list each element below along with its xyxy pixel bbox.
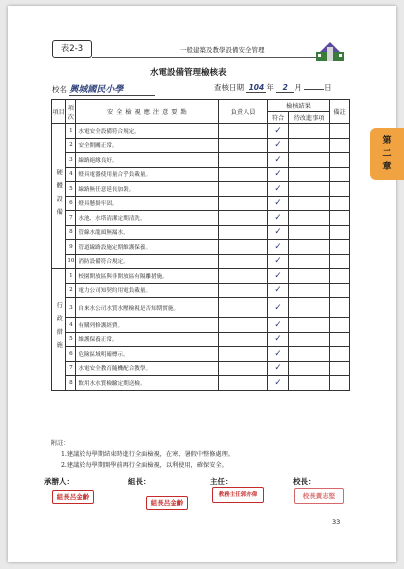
row-number: 6 [66, 196, 76, 211]
table-row [52, 269, 350, 284]
row-requirement: 燈具懸掛牢固。 [76, 196, 219, 211]
stamp-principal: 校長黃志堅 [294, 488, 344, 504]
row-check: ✓ [268, 376, 289, 391]
row-requirement: 有購列修護經費。 [76, 318, 219, 333]
row-note [330, 153, 350, 168]
row-requirement: 校園開放區與非開放區有隔離措施。 [76, 269, 219, 284]
row-requirement: 自來水公司水質水壓檢視是否知期實施。 [76, 298, 219, 318]
row-fix [289, 196, 330, 211]
row-person [219, 376, 268, 391]
chapter-tab [370, 128, 404, 180]
row-check: ✓ [268, 124, 289, 139]
row-number: 8 [66, 376, 76, 391]
row-person [219, 318, 268, 333]
form-title: 水電設備管理檢核表 [150, 68, 227, 78]
row-number: 5 [66, 332, 76, 347]
row-note [330, 347, 350, 362]
year-unit: 年 [266, 83, 274, 92]
row-number: 2 [66, 138, 76, 153]
signature-director-label: 主任： [210, 477, 233, 486]
row-number: 7 [66, 211, 76, 226]
table-row [52, 283, 350, 298]
row-note [330, 376, 350, 391]
col-result-header: 檢核結果 [268, 100, 330, 112]
row-person [219, 225, 268, 240]
row-number: 1 [66, 269, 76, 284]
row-note [330, 182, 350, 197]
col-note-header: 備註 [330, 100, 350, 124]
note-line-1: 1.建議於每學期結束時進行全面檢視，在寒、暑假中整修處理。 [61, 451, 234, 458]
row-check: ✓ [268, 318, 289, 333]
table-row [52, 254, 350, 269]
stamp-handler: 組長呂金齡 [52, 490, 94, 504]
table-row [52, 225, 350, 240]
col-item-header: 項目 [52, 100, 66, 124]
row-check: ✓ [268, 254, 289, 269]
date-month: 2 [276, 83, 294, 93]
date-day [304, 89, 324, 90]
col-person-header: 負責人員 [219, 100, 268, 124]
table-row [52, 240, 350, 255]
row-fix [289, 167, 330, 182]
col-ok-header: 符合 [268, 112, 289, 124]
row-note [330, 196, 350, 211]
row-number: 4 [66, 167, 76, 182]
row-fix [289, 318, 330, 333]
row-check: ✓ [268, 211, 289, 226]
notes-block [51, 438, 234, 471]
row-fix [289, 124, 330, 139]
row-requirement: 線路無任意延長加裝。 [76, 182, 219, 197]
chapter-tab-char-3: 章 [382, 161, 392, 172]
row-fix [289, 283, 330, 298]
stamp-director: 教務主任郭亦偉 [212, 487, 264, 503]
table-row [52, 347, 350, 362]
school-field [52, 82, 155, 96]
row-check: ✓ [268, 240, 289, 255]
row-note [330, 298, 350, 318]
row-requirement: 水池、水塔清潔定期清洗。 [76, 211, 219, 226]
group-label-text: 行政措施 [55, 301, 63, 355]
row-requirement: 電力公司知契約用電負載量。 [76, 283, 219, 298]
row-number: 3 [66, 298, 76, 318]
row-requirement: 線路絕緣良好。 [76, 153, 219, 168]
chapter-tab-char-1: 第 [382, 135, 392, 146]
group-label [52, 269, 66, 391]
row-requirement: 消防設備符合規定。 [76, 254, 219, 269]
row-check: ✓ [268, 269, 289, 284]
row-fix [289, 347, 330, 362]
row-check: ✓ [268, 283, 289, 298]
row-person [219, 182, 268, 197]
row-check: ✓ [268, 167, 289, 182]
header-divider [92, 57, 342, 58]
table-row [52, 332, 350, 347]
row-note [330, 269, 350, 284]
table-row [52, 318, 350, 333]
row-check: ✓ [268, 138, 289, 153]
row-fix [289, 298, 330, 318]
table-row [52, 361, 350, 376]
row-note [330, 225, 350, 240]
row-note [330, 167, 350, 182]
row-check: ✓ [268, 332, 289, 347]
note-line-2: 2.建議於每學期開學前再行全面檢視，以利使用，確保安全。 [61, 462, 228, 469]
row-fix [289, 361, 330, 376]
section-tag: 表2-3 [52, 40, 92, 58]
row-fix [289, 138, 330, 153]
row-fix [289, 182, 330, 197]
table-row [52, 196, 350, 211]
row-person [219, 254, 268, 269]
school-label: 校名 [52, 85, 67, 94]
row-person [219, 347, 268, 362]
date-label: 查核日期 [214, 83, 244, 92]
row-requirement: 安全開關正常。 [76, 138, 219, 153]
row-person [219, 167, 268, 182]
inspection-table [51, 99, 350, 391]
school-building-icon [316, 39, 344, 61]
row-number: 2 [66, 283, 76, 298]
chapter-tab-char-2: 二 [382, 148, 392, 159]
stamp-leader: 組長呂金齡 [146, 496, 188, 510]
row-note [330, 124, 350, 139]
row-person [219, 240, 268, 255]
row-person [219, 283, 268, 298]
row-requirement: 維護保養正常。 [76, 332, 219, 347]
row-fix [289, 376, 330, 391]
row-person [219, 211, 268, 226]
row-fix [289, 269, 330, 284]
row-number: 10 [66, 254, 76, 269]
table-row [52, 211, 350, 226]
row-note [330, 361, 350, 376]
row-check: ✓ [268, 182, 289, 197]
row-note [330, 211, 350, 226]
signature-leader-label: 組長： [128, 477, 151, 486]
signature-handler-label: 承辦人： [44, 477, 74, 486]
row-check: ✓ [268, 298, 289, 318]
row-person [219, 124, 268, 139]
month-unit: 月 [294, 83, 302, 92]
table-row [52, 124, 350, 139]
row-person [219, 269, 268, 284]
col-no-header: 項次 [66, 100, 76, 124]
row-requirement: 管線水龍頭無漏水。 [76, 225, 219, 240]
group-label [52, 124, 66, 269]
row-number: 1 [66, 124, 76, 139]
row-note [330, 240, 350, 255]
row-requirement: 燈具電器使用量合乎負載量。 [76, 167, 219, 182]
row-fix [289, 153, 330, 168]
col-req-header: 安全檢視應注意要點 [76, 100, 219, 124]
row-person [219, 361, 268, 376]
table-row [52, 138, 350, 153]
row-person [219, 196, 268, 211]
date-field [214, 82, 332, 93]
notes-label: 附註： [51, 440, 70, 447]
row-number: 9 [66, 240, 76, 255]
row-number: 6 [66, 347, 76, 362]
row-fix [289, 254, 330, 269]
row-note [330, 138, 350, 153]
row-requirement: 管道線路設施定期維護保養。 [76, 240, 219, 255]
row-note [330, 318, 350, 333]
table-row [52, 298, 350, 318]
row-note [330, 254, 350, 269]
page-number: 33 [332, 518, 341, 526]
row-requirement: 飲用水水質檢驗定期送檢。 [76, 376, 219, 391]
table-row [52, 167, 350, 182]
row-note [330, 332, 350, 347]
row-check: ✓ [268, 196, 289, 211]
signature-principal-label: 校長： [293, 477, 316, 486]
row-number: 7 [66, 361, 76, 376]
header-title: 一般建築及教學設備安全管理 [180, 46, 265, 54]
row-check: ✓ [268, 225, 289, 240]
day-unit: 日 [324, 83, 332, 92]
row-number: 3 [66, 153, 76, 168]
row-requirement: 水電安全教育隨機配合教學。 [76, 361, 219, 376]
col-fix-header: 待改進事項 [289, 112, 330, 124]
row-check: ✓ [268, 153, 289, 168]
row-fix [289, 225, 330, 240]
table-row [52, 182, 350, 197]
row-number: 4 [66, 318, 76, 333]
row-fix [289, 240, 330, 255]
row-number: 8 [66, 225, 76, 240]
row-number: 5 [66, 182, 76, 197]
group-label-text: 硬體設備 [55, 168, 63, 222]
row-person [219, 332, 268, 347]
row-fix [289, 332, 330, 347]
row-fix [289, 211, 330, 226]
row-requirement: 危險區域明確標示。 [76, 347, 219, 362]
row-person [219, 298, 268, 318]
table-row [52, 376, 350, 391]
table-row [52, 153, 350, 168]
school-value: 興城國民小學 [69, 82, 155, 96]
row-check: ✓ [268, 361, 289, 376]
row-check: ✓ [268, 347, 289, 362]
row-person [219, 138, 268, 153]
row-person [219, 153, 268, 168]
row-requirement: 水電安全設備符合規定。 [76, 124, 219, 139]
date-year: 104 [246, 83, 266, 93]
row-note [330, 283, 350, 298]
